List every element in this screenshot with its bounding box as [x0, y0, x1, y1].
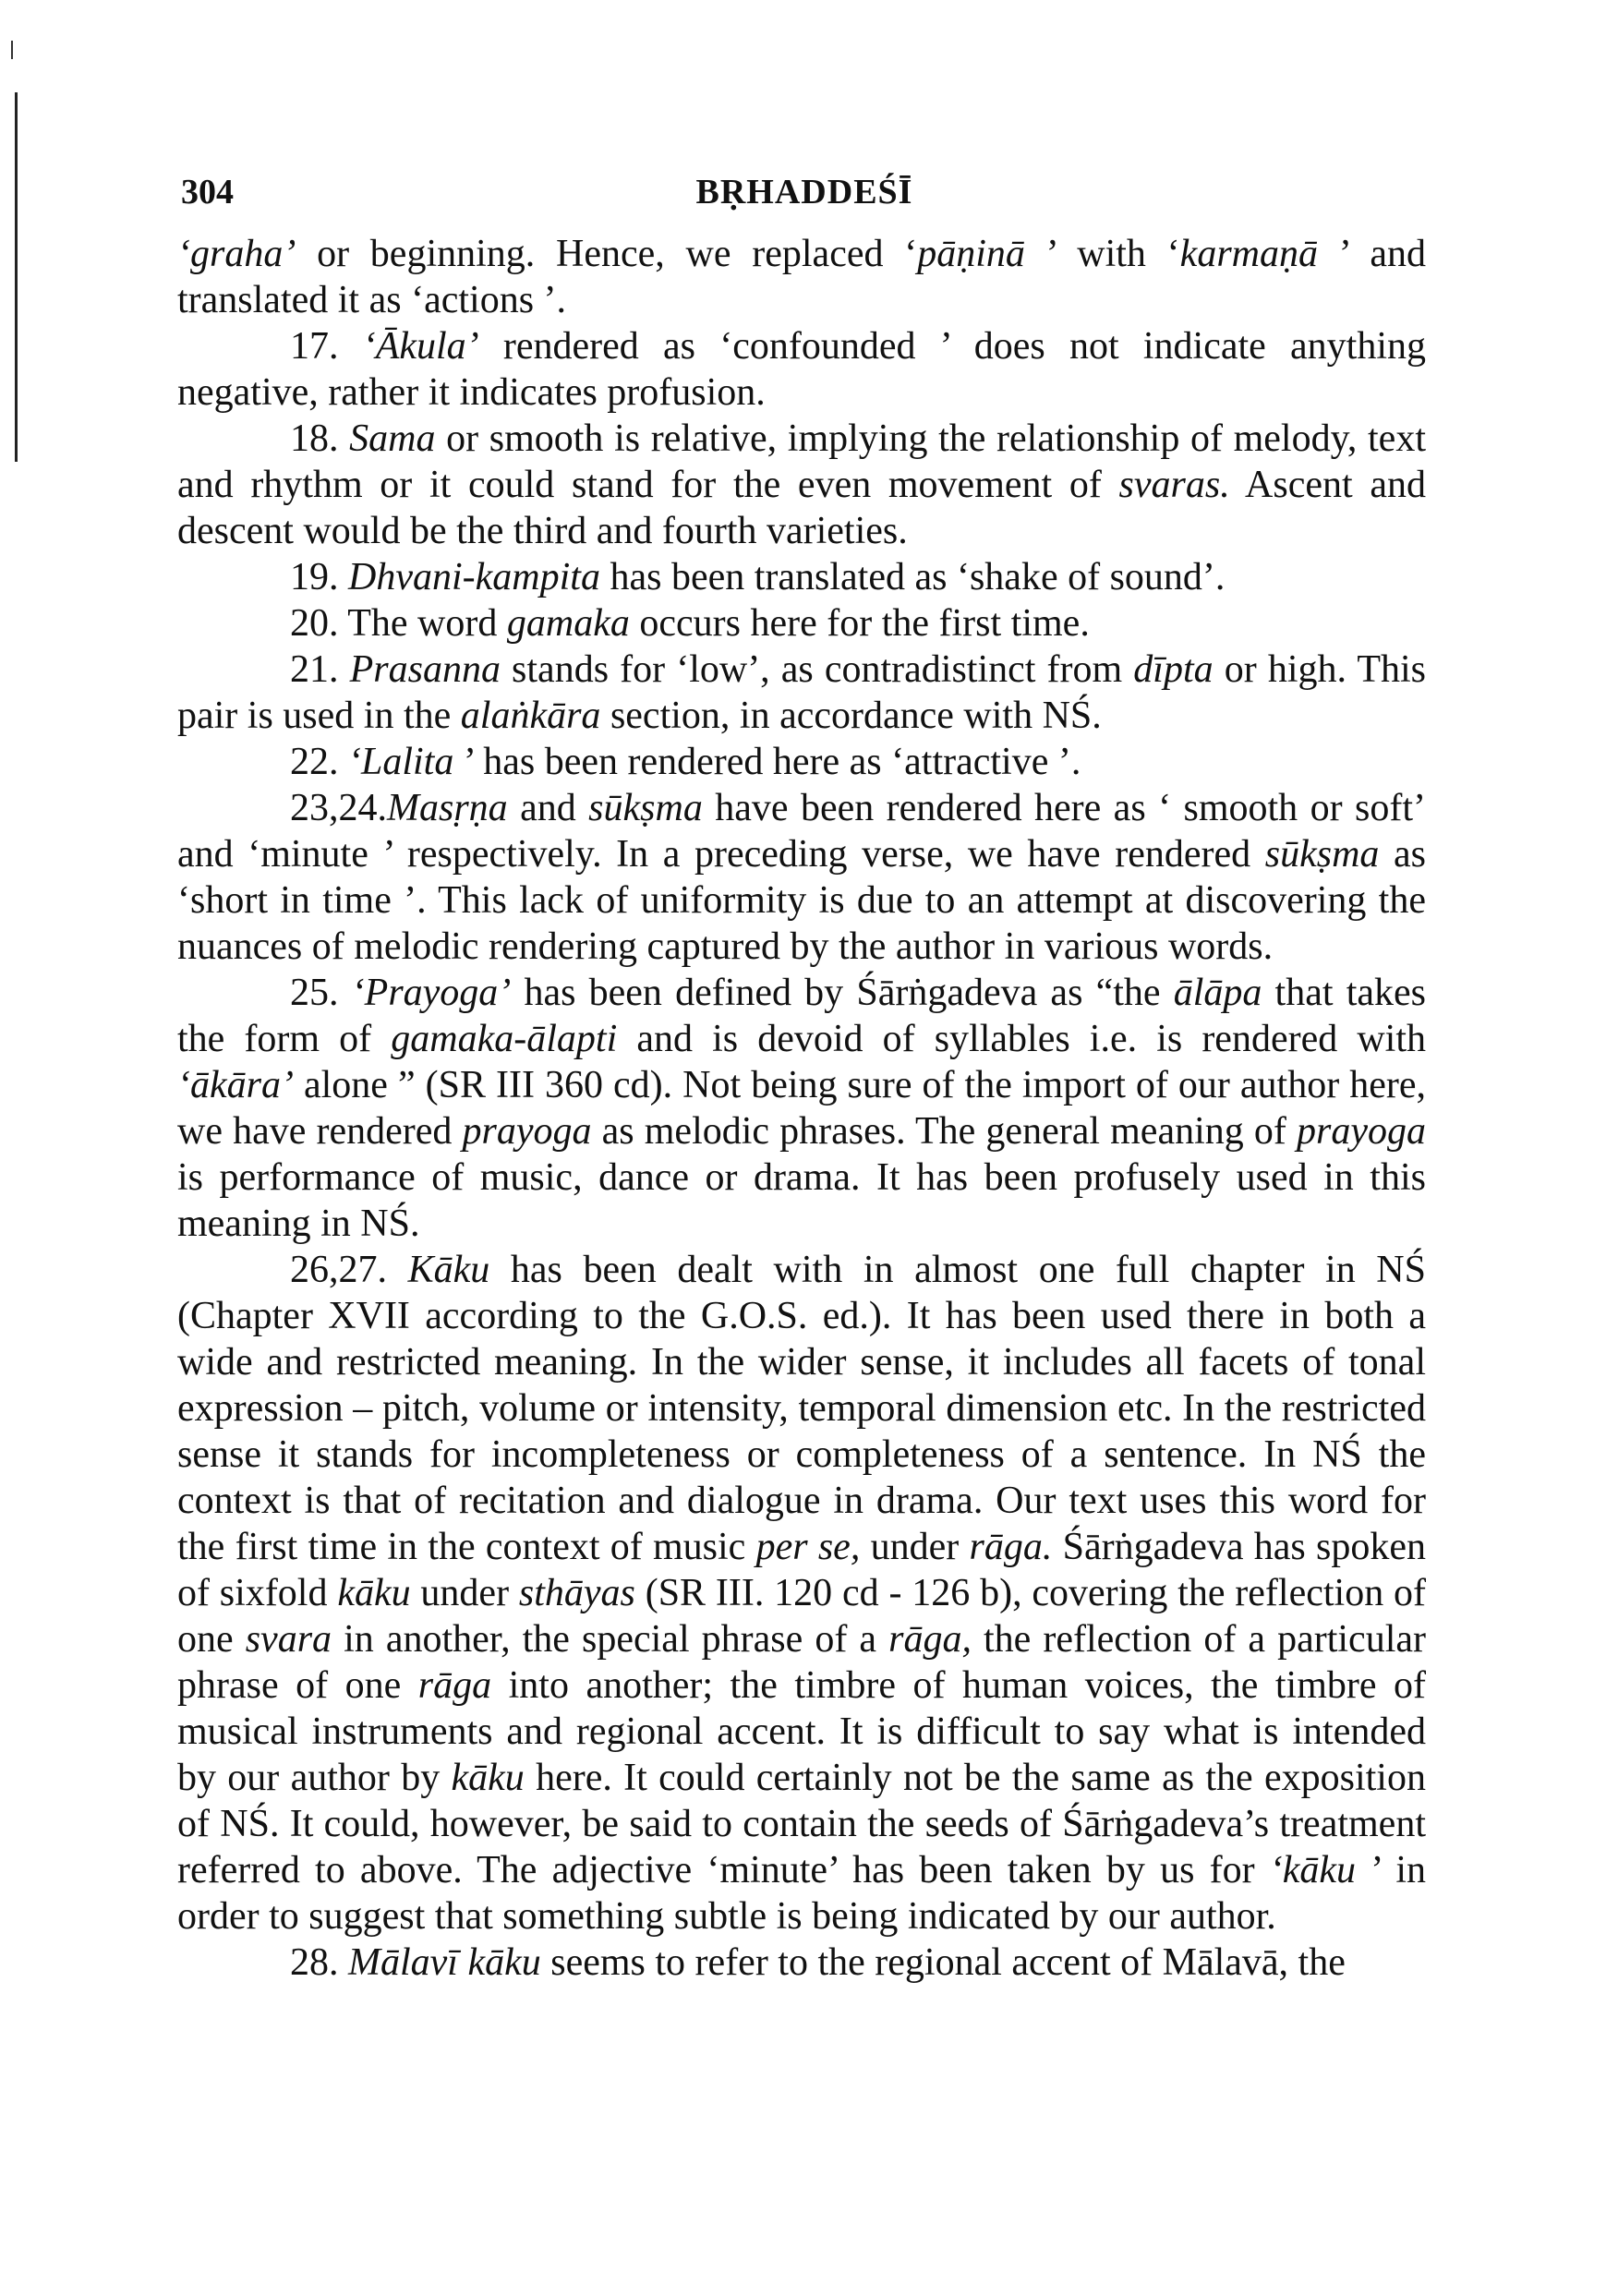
notes-body: [177, 231, 1426, 1986]
note-paragraph: 20. The word gamaka occurs here for the first time.: [290, 602, 1090, 645]
continuation-paragraph: ‘graha’ or beginning. Hence, we replaced ‘pāṇinā ’ with ‘karmaṇā ’ and translated it as ‘actions ’.: [177, 233, 1427, 321]
scan-margin-tick: [11, 41, 13, 59]
note-paragraph: 25. ‘Prayoga’ has been defined by Śārṅgadeva as “the ālāpa that takes the form of gamaka-ālapti and is devoid of syllables i.e. is rendered with ‘ākāra’ alone ” (SR III 360 cd). Not being sure of the import of our author here, we have rendered prayoga as melodic phrases. The general meaning of prayoga is performance of music, dance or drama. It has been profusely used in this meaning in NŚ.: [177, 972, 1427, 1245]
note-paragraph: 28. Mālavī kāku seems to refer to the regional accent of Mālavā, the: [290, 1941, 1346, 1984]
note-paragraph: 18. Sama or smooth is relative, implying the relationship of melody, text and rhythm or it could stand for the even movement of svaras. Ascent and descent would be the third and fourth varieties.: [177, 417, 1427, 552]
note-paragraph: 22. ‘Lalita ’ has been rendered here as ‘attractive ’.: [290, 741, 1081, 783]
note-paragraph: 26,27. Kāku has been dealt with in almost one full chapter in NŚ (Chapter XVII according to the G.O.S. ed.). It has been used there in both a wide and restricted meaning. In the wider sense, it includes all facets of tonal expression – pitch, volume or intensity, temporal dimension etc. In the restricted sense it stands for incompleteness or completeness of a sentence. In NŚ the context is that of recitation and dialogue in drama. Our text uses this word for the first time in the context of music per se, under rāga. Śārṅgadeva has spoken of sixfold kāku under sthāyas (SR III. 120 cd - 126 b), covering the reflection of one svara in another, the special phrase of a rāga, the reflection of a particular phrase of one rāga into another; the timbre of human voices, the timbre of musical instruments and regional accent. It is difficult to say what is intended by our author by kāku here. It could certainly not be the same as the exposition of NŚ. It could, however, be said to contain the seeds of Śārṅgadeva’s treatment referred to above. The adjective ‘minute’ has been taken by us for ‘kāku ’ in order to suggest that something subtle is being indicated by our author.: [177, 1249, 1427, 1938]
page-number: 304: [181, 173, 234, 211]
note-paragraph: 19. Dhvani-kampita has been translated as ‘shake of sound’.: [290, 556, 1226, 598]
running-head: BṚHADDEŚĪ: [695, 173, 913, 211]
note-paragraph: 17. ‘Ākula’ rendered as ‘confounded ’ does not indicate anything negative, rather it indicates profusion.: [177, 325, 1426, 414]
note-paragraph: 21. Prasanna stands for ‘low’, as contradistinct from dīpta or high. This pair is used in the alaṅkāra section, in accordance with NŚ.: [177, 648, 1426, 737]
note-paragraph: 23,24.Masṛṇa and sūkṣma have been rendered here as ‘ smooth or soft’ and ‘minute ’ respectively. In a preceding verse, we have rendered sūkṣma as ‘short in time ’. This lack of uniformity is due to an attempt at discovering the nuances of melodic rendering captured by the author in various words.: [177, 787, 1426, 968]
scan-margin-rule: [15, 92, 18, 462]
page-header: [181, 172, 1428, 218]
